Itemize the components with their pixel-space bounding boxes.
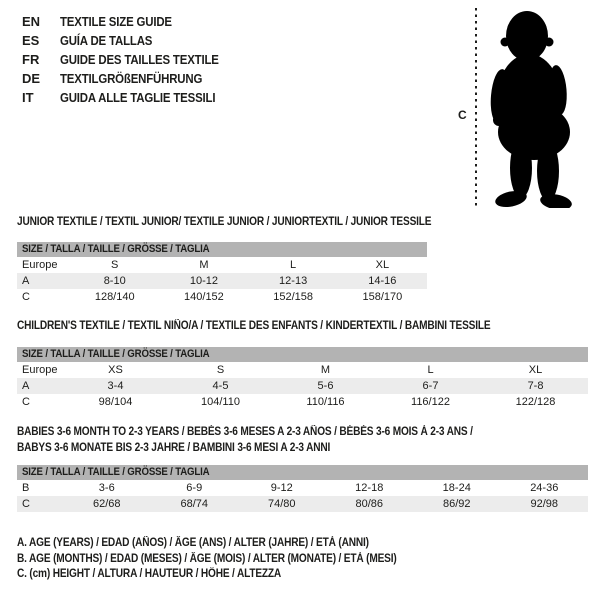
table-cell: S [111,259,119,271]
language-code: IT [22,90,34,105]
language-label: GUIDA ALLE TAGLIE TESSILI [60,90,216,105]
table-cell: 128/140 [94,291,135,303]
table-cell: 12-18 [355,482,384,494]
table-cell: 3-6 [98,482,115,494]
table-cell: 10-12 [159,273,248,289]
table-cell: 5-6 [273,378,378,394]
row-label: B [22,482,30,494]
table-cell: 140/152 [184,291,224,303]
table-cell: 7-8 [483,378,588,394]
table-cell: 62/68 [63,496,151,512]
table-cell: XL [375,259,390,271]
row-label: Europe [22,259,58,271]
table-cell: 122/128 [515,396,556,408]
children-section-title-text: CHILDREN'S TEXTILE / TEXTIL NIÑO/A / TEXTILE DES ENFANTS / KINDERTEXTIL / BAMBINI TESSILE [17,320,491,332]
measure-label-c: C [458,108,467,122]
table-cell: 14-16 [338,273,427,289]
table-row [17,257,427,273]
size-header-row [17,242,427,257]
table-cell: 6-9 [186,482,203,494]
table-cell: L [290,259,297,271]
size-header-text: SIZE / TALLA / TAILLE / GRÖSSE / TAGLIA [22,466,210,478]
size-header-cell [17,347,588,362]
junior-section-title-text: JUNIOR TEXTILE / TEXTIL JUNIOR/ TEXTILE JUNIOR / JUNIORTEXTIL / JUNIOR TESSILE [17,216,432,228]
table-cell: L [427,364,434,376]
row-label: C [22,396,30,408]
table-cell: 12-13 [249,273,338,289]
language-code: FR [22,52,40,67]
row-label: A [17,378,63,394]
table-cell: 18-24 [442,482,471,494]
language-row [22,12,240,31]
baby-silhouette [484,8,589,208]
babies-section-title [17,424,535,456]
row-label: Europe [22,364,58,376]
legend-notes [17,536,448,583]
note-a [17,536,448,552]
row-label: C [22,291,30,303]
row-label: A [17,273,70,289]
note-c-text: C. (cm) HEIGHT / ALTURA / HAUTEUR / HÖHE / ALTEZZA [17,568,282,580]
table-row [17,289,427,305]
size-header-row [17,465,588,480]
size-header-text: SIZE / TALLA / TAILLE / GRÖSSE / TAGLIA [22,348,210,360]
table-cell: 152/158 [273,291,313,303]
table-cell: 6-7 [378,378,483,394]
height-measure-dotted-line [475,8,477,208]
language-guide [22,12,240,107]
table-cell: M [320,364,331,376]
language-code: DE [22,71,41,86]
table-cell: 3-4 [63,378,168,394]
size-header-cell [17,242,427,257]
size-header-row [17,347,588,362]
table-cell: 104/110 [201,396,240,408]
table-cell: 80/86 [326,496,414,512]
table-cell: 4-5 [168,378,273,394]
table-cell: S [216,364,225,376]
language-code: EN [22,14,41,29]
language-label: GUIDE DES TAILLES TEXTILE [60,52,219,67]
junior-section-title [17,216,488,229]
table-cell: 24-36 [530,482,559,494]
size-header-text: SIZE / TALLA / TAILLE / GRÖSSE / TAGLIA [22,243,210,255]
language-row [22,88,240,107]
babies-section-title-line2: BABYS 3-6 MONATE BIS 2-3 JAHRE / BAMBINI 3-6 MESI A 2-3 ANNI [17,442,331,454]
table-row [17,378,588,394]
table-cell: 92/98 [501,496,589,512]
children-section-title [17,320,555,333]
table-cell: M [199,259,209,271]
language-row [22,31,240,50]
size-table-babies [17,465,588,512]
table-row [17,394,588,410]
table-cell: 158/170 [362,291,403,303]
table-cell: 86/92 [413,496,501,512]
language-row [22,50,240,69]
language-label: TEXTILE SIZE GUIDE [60,14,172,29]
note-b [17,552,448,568]
babies-section-title-line1: BABIES 3-6 MONTH TO 2-3 YEARS / BEBÉS 3-6 MESES A 2-3 AÑOS / BÉBÉS 3-6 MOIS À 2-3 ANS / [17,426,473,438]
table-row [17,480,588,496]
language-label: TEXTILGRÖßENFÜHRUNG [60,71,203,86]
language-code: ES [22,33,40,48]
table-cell: 110/116 [306,396,345,408]
table-row [17,362,588,378]
size-table-children [17,347,588,410]
row-label: C [17,496,63,512]
table-cell: 9-12 [270,482,293,494]
table-cell: 74/80 [238,496,326,512]
table-cell: 116/122 [411,396,450,408]
note-c [17,567,448,583]
table-row [17,496,588,512]
note-a-text: A. AGE (YEARS) / EDAD (AÑOS) / ÂGE (ANS) / ALTER (JAHRE) / ETÀ (ANNI) [17,537,369,549]
table-cell: 98/104 [98,396,133,408]
table-cell: XS [108,364,123,376]
table-row [17,273,427,289]
language-label: GUÍA DE TALLAS [60,33,153,48]
table-cell: 8-10 [70,273,159,289]
language-row [22,69,240,88]
size-header-cell [17,465,588,480]
note-b-text: B. AGE (MONTHS) / EDAD (MESES) / ÂGE (MOIS) / ALTER (MONATE) / ETÀ (MESI) [17,552,397,565]
table-cell: XL [528,364,543,376]
size-table-junior [17,242,427,305]
table-cell: 68/74 [151,496,239,512]
